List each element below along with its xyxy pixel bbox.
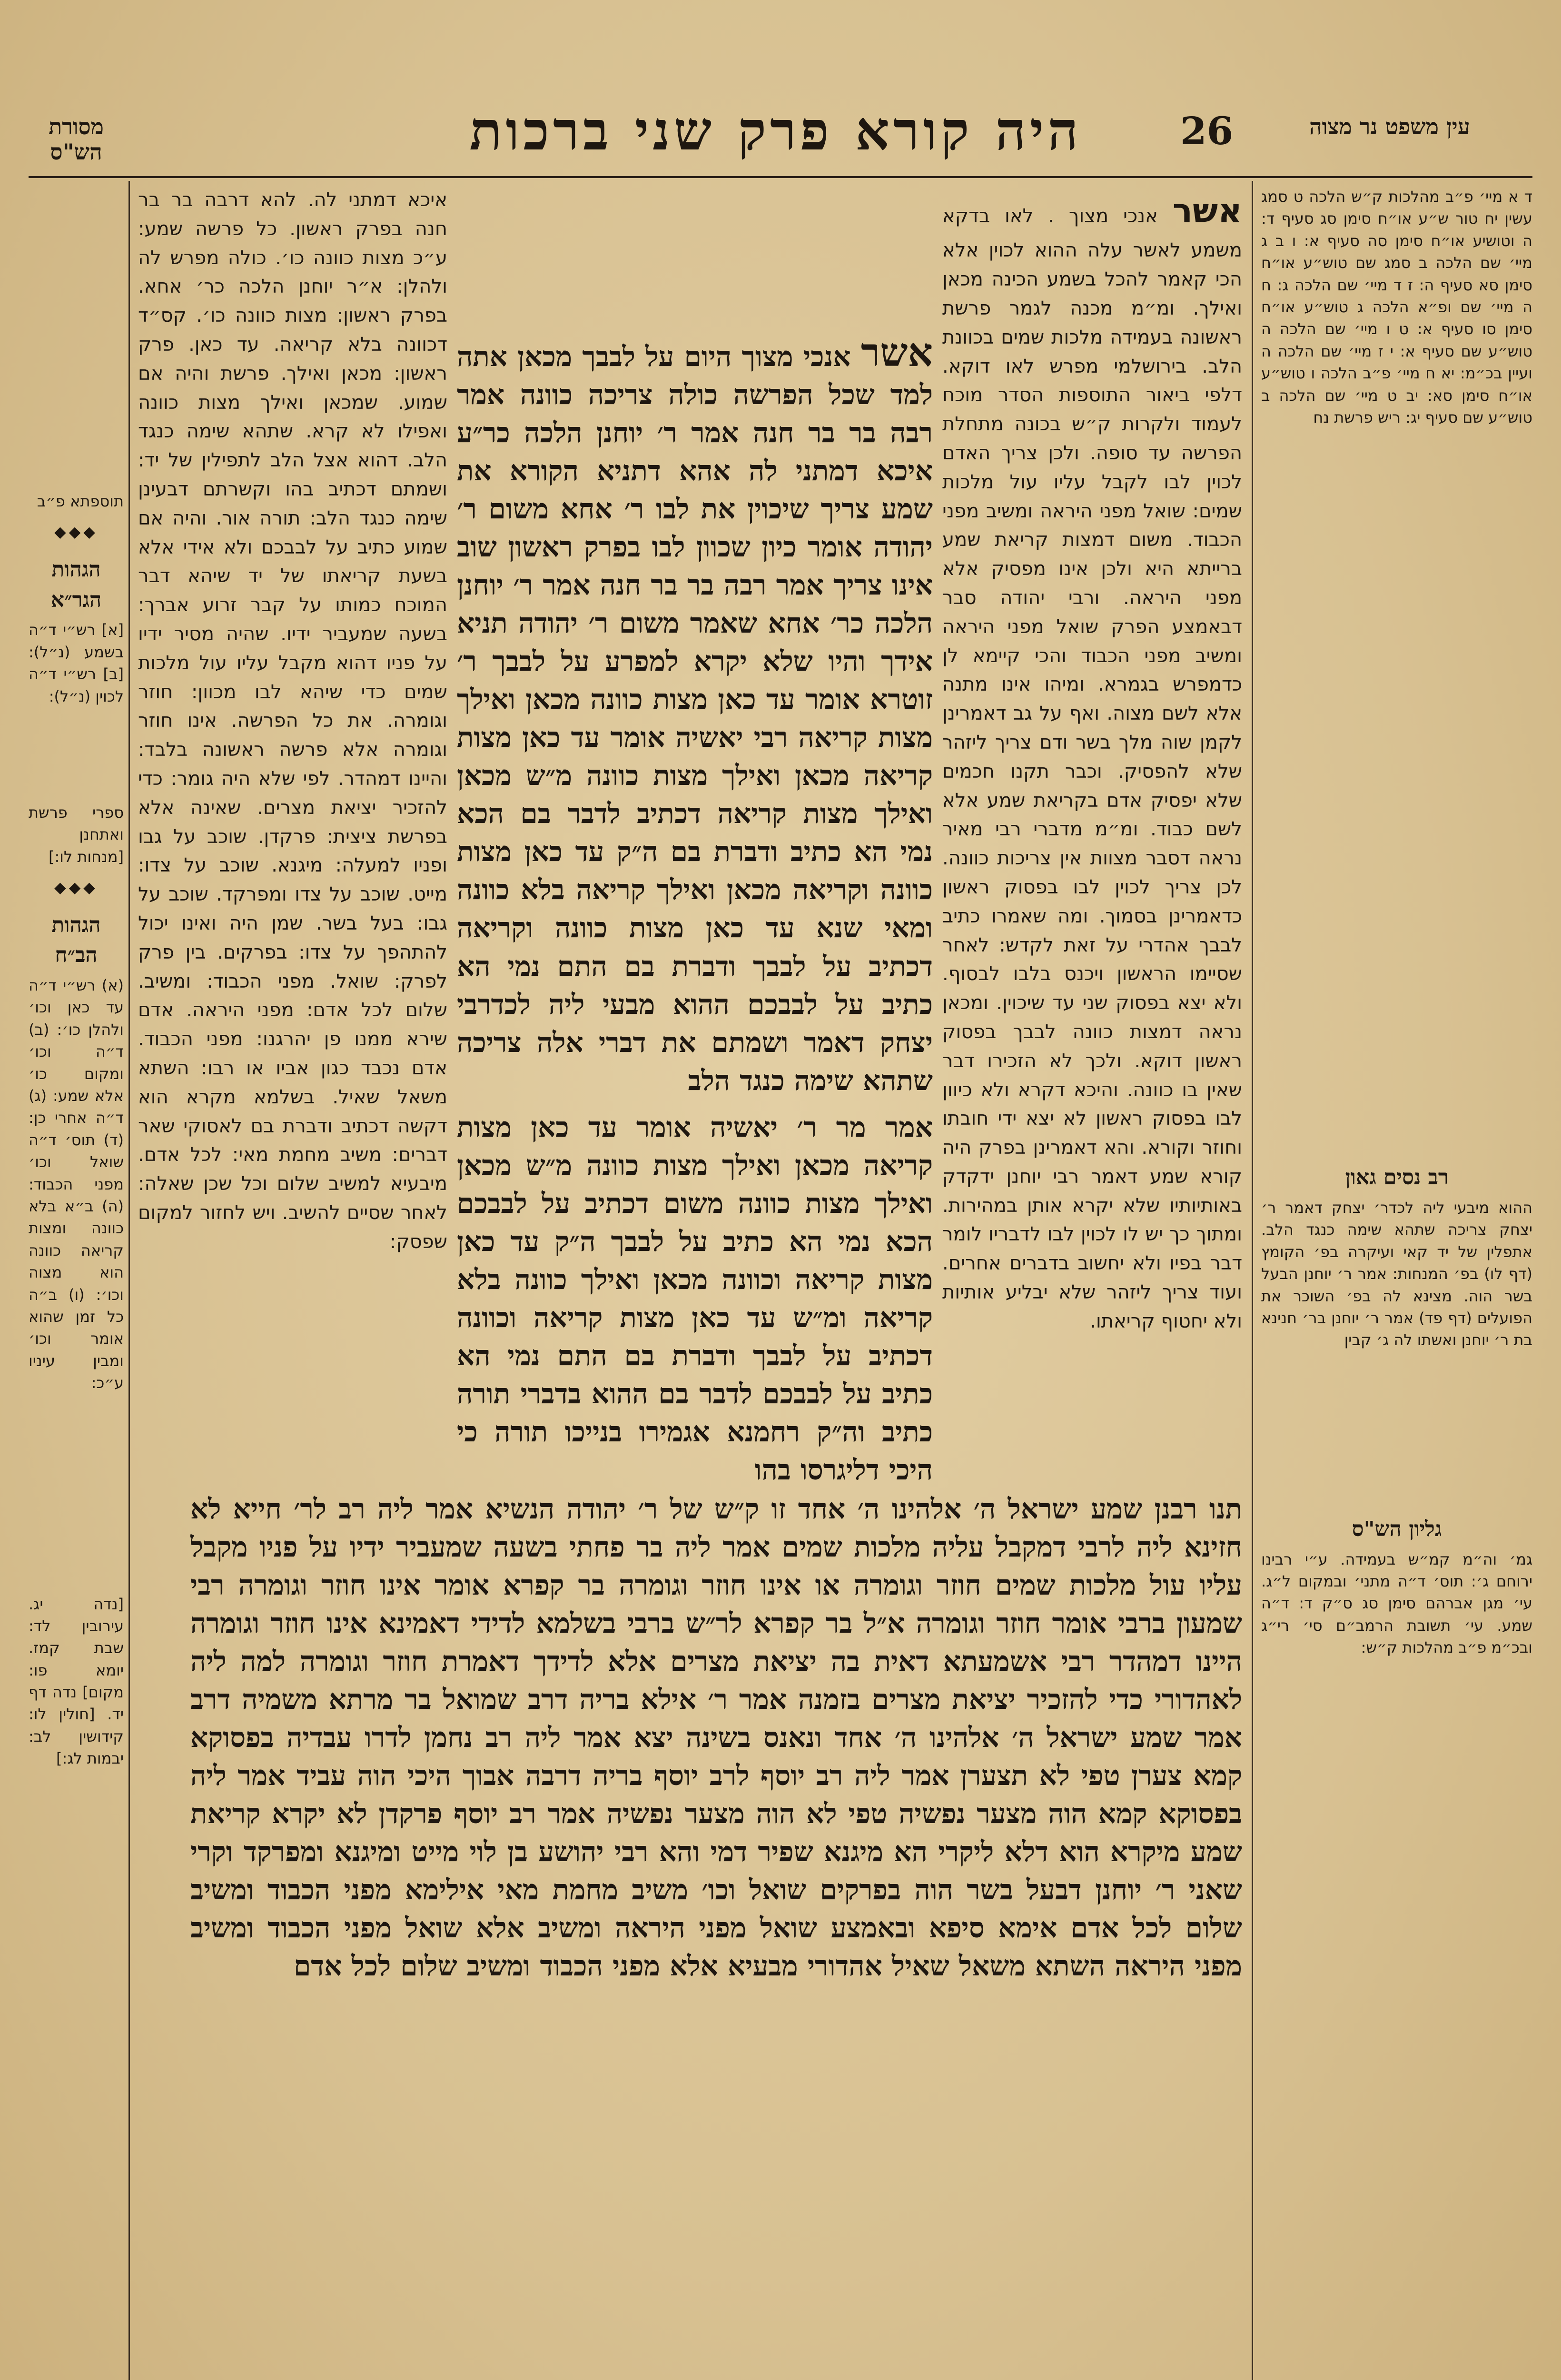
gemara-opening-word: אשר [861,333,933,376]
tosafot-text [942,186,1242,1336]
tosafot-body: אנכי מצוך . לאו בדקא משמע לאשר עלה ההוא לכוין אלא הכי קאמר להכל בשמע הכינה מכאן ואילך. ומ״מ מכנה לגמר פרשת ראשונה בעמידה מלכות שמים בכוונת הלב. בירושלמי מפרש לאו דוקא. דלפי ביאור התוספות הסדר מוכח לעמוד ולקרות ק״ש בכונה מתחלת הפרשה עד סופה. ולכן צריך האדם לכוין לבו לקבל עליו עול מלכות שמים: שואל מפני היראה ומשיב מפני הכבוד. משום דמצות קריאת שמע ברייתא היא ולכן אינו מפסיק אלא מפני היראה. ורבי יהודה סבר דבאמצע הפרק שואל מפני היראה ומשיב מפני הכבוד והכי קיימא לן כדמפרש בגמרא. ומיהו אינו מתנה אלא לשם מצוה. ואף על גב דאמרינן לקמן שוה מלך בשר ודם צריך ליזהר שלא להפסיק. וכבר תקנו חכמים שלא יפסיק אדם בקריאת שמע אלא לשם כבוד. ומ״מ מדברי רבי מאיר נראה דסבר מצוות אין צריכות כוונה. לכן צריך לכוין לבו בפסוק ראשון כדאמרינן בסמוך. ומה שאמרו כתיב לבבך אהדרי על זאת לקדש: לאחר שסיימו הראשון ויכנס בלבו לבסוף. ולא יצא בפסוק שני עד שיכוין. ומכאן נראה דמצות כוונה לבבך בפסוק ראשון דוקא. ולכך לא הזכירו דבר שאין בו כוונה. והיכא דקרא ולא כיוון לבו בפסוק ראשון לא יצא ידי חובתו וחוזר וקורא. והא דאמרינן בפרק היה קורא שמע דאמר רבי יוחנן ידקדק באותיותיו שלא יקרא אותן במהירות. ומתוך כך יש לו לכוין לבו לדבריו לומר דבר בפיו ולא יחשוב בדברים אחרים. ועוד צריך ליזהר שלא יבליע אותיות ולא יחטוף קריאתו. [942,205,1242,1332]
rashi-column [138,186,447,1480]
gemara-text-2: אמר מר ר׳ יאשיה אומר עד כאן מצות קריאה מכאן ואילך מצות כוונה מ״ש מכאן ואילך מצות כוונה משום דכתיב על לבבכם הכא נמי הא כתיב על לבבך ה״ק עד כאן מצות קריאה וכוונה מכאן ואילך כוונה בלא קריאה ומ״ש עד כאן מצות קריאה וכוונה דכתיב על לבבך ודברת בם התם נמי הא כתיב על לבבכם לדבר בם ההוא בדברי תורה כתיב וה״ק רחמנא אגמירו בנייכו תורה כי היכי דליגרסו בהו [457,1111,933,1485]
page-title: היה קורא פרק שני ברכות [469,100,1082,162]
ein-mishpat-header-label: עין משפט נר מצוה [1309,114,1470,139]
ornament-divider: ◆◆◆ [54,878,98,897]
gemara-column [457,333,933,1485]
gilyon-hashas-text: גמ׳ וה״מ קמ״ש בעמידה. ע״י רבינו ירוחם ג׳: תוס׳ ד״ה מתני׳ ובמקום ל״ג. עי׳ מגן אברהם סימן סג ס״ק ד: ד״ה שמע. עי׳ תשובת הרמב״ם סי׳ רי״ג ובכ״מ פ״ב מהלכות ק״ש: [1261,1550,1532,1657]
gemara-wide-section [190,1490,1242,2380]
tosafot-opening-word: אשר [1172,191,1242,230]
right-margin-divider [1252,181,1253,2380]
spacer [29,716,124,802]
masoret-entries: תוספתא פ״ב [37,492,124,510]
hagahot-gra-text: [א] רש״י ד״ה בשמע (נ״ל): [ב] רש״י ד״ה לכוין (נ״ל): [29,621,124,705]
hagahot-gra-heading: הגהות הגר״א [50,557,102,612]
tosafot-column [942,186,1242,1480]
page-number: 26 [1180,109,1234,153]
left-margin-divider [128,181,130,2380]
rashi-text: איכא דמתני לה. להא דרבה בר בר חנה בפרק ראשון. כל פרשה שמע: ע״כ מצות כוונה כו׳. כולה מפרש לה ולהלן: א״ר יוחנן הלכה כר׳ אחא. בפרק ראשון: מצות כוונה כו׳. קס״ד דכוונה בלא קריאה. עד כאן. פרק ראשון: מכאן ואילך. פרשת והיה אם שמוע. שמכאן ואילך מצות כוונה ואפילו לא קרא. שתהא שימה כנגד הלב. דהוא אצל הלב לתפילין של יד: ושמתם דכתיב בהו וקשרתם דבעינן שימה כנגד הלב: תורה אור. והיה אם שמוע כתיב על לבבכם ולא אידי אלא בשעת קריאתו של יד שיהא דבר המוכח כמותו על קבר זרוע אברך: בשעה שמעביר ידיו. שהיה מסיר ידיו על פניו דהוא מקבל עליו עול מלכות שמים כדי שיהא לבו מכוון: חוזר וגומרה. את כל הפרשה. אינו חוזר וגומרה אלא פרשה ראשונה בלבד: והיינו דמהדר. לפי שלא היה גומר: כדי להזכיר יציאת מצרים. שאינה אלא בפרשת ציצית: פרקדן. שוכב על גבו ופניו למעלה: מיגנא. שוכב על צדו: מייט. שוכב על צדו ומפרקד. שוכב על גבו: בעל בשר. שמן היה ואינו יכול להתהפך על צדו: בפרקים. בין פרק לפרק: שואל. מפני הכבוד: ומשיב. שלום לכל אדם: מפני היראה. אדם שירא ממנו פן יהרגנו: מפני הכבוד. אדם נכבד כגון אביו או רבו: השתא משאל שאיל. בשלמא מקרא הוא דקשה דכתיב ודברת בם לאסוקי שאר דברים: משיב מחמת מאי: לכל אדם. מיבעיא למשיב שלום וכל שכן שאלה: לאחר שסיים להשיב. ויש לחזור למקום שפסק: [138,189,447,1253]
hagahot-bach-heading: הגהות הב״ח [51,912,101,968]
ornament-divider: ◆◆◆ [54,523,98,541]
rav-nissim-text: ההוא מיבעי ליה לכדר׳ יצחק דאמר ר׳ יצחק צריכה שתהא שימה כנגד הלב. אתפלין של יד קאי ועיקרה בפ׳ הקומץ (דף לו) בפ׳ המנחות: אמר ר׳ יוחנן הבעל בשר הוה. מצינא לה בפ׳ השוכר את הפועלים (דף פד) אמר ר׳ יוחנן בר׳ חנינא בת ר׳ יוחנן ואשתו לה ג׳ קבין [1261,1199,1532,1349]
gilyon-hashas-heading: גליון הש"ס [1352,1517,1442,1541]
gemara-body-1: אנכי מצוך היום על לבבך מכאן אתה למד שכל הפרשה כולה צריכה כוונה אמר רבה בר בר חנה אמר ר׳ יוחנן הלכה כר״ע איכא דמתני לה אהא דתניא הקורא את שמע צריך שיכוין את לבו ר׳ אחא משום ר׳ יהודה אומר כיון שכוון לבו בפרק ראשון שוב אינו צריך אמר רבה בר בר חנה אמר ר׳ יוחנן הלכה כר׳ אחא שאמר משום ר׳ יהודה תניא אידך והיו שלא יקרא למפרע על לבבך ר׳ זוטרא אומר עד כאן מצות כוונה מכאן ואילך מצות קריאה רבי יאשיה אומר עד כאן מצות קריאה מכאן ואילך מצות כוונה מ״ש מכאן ואילך מצות קריאה דכתיב לדבר בם הכא נמי הא כתיב ודברת בם ה״ק עד כאן מצות כוונה וקריאה מכאן ואילך קריאה בלא כוונה ומאי שנא עד כאן מצות כוונה וקריאה דכתיב על לבבך ודברת בם התם נמי הא כתיב על לבבכם ההוא מבעי ליה לכדרבי יצחק דאמר ושמתם את דברי אלה צריכה שתהא שימה כנגד הלב [457,340,933,1097]
ein-mishpat-entries: ד א מיי׳ פ״ב מהלכות ק״ש הלכה ט סמג עשין יח טור ש״ע או״ח סימן סג סעיף ד: ה וטושיע או״ח סימן סה סעיף א: ו ב ג מיי׳ שם הלכה ב סמג שם טוש״ע או״ח סימן סא סעיף ה: ז ד מיי׳ שם הלכה ג: ח ה מיי׳ שם ופ״א הלכה ג טוש״ע או״ח סימן סו סעיף א: ט ו מיי׳ שם הלכה ה טוש״ע שם סעיף א: י ז מיי׳ שם הלכה ה ועיין בכ״מ: יא ח מיי׳ פ״ב הלכה ו טוש״ע או״ח סימן סא: יב ט מיי׳ שם הלכה ב טוש״ע שם סעיף יג: ריש פרשת נח [1261,188,1532,426]
masoret-bottom-references: [נדה יג. עירובין לד: שבת קמז. יומא פו: מקום] נדה דף יד. [חולין לו: קידושין לב: יבמות לג:] [29,1595,124,1768]
spacer [1261,437,1532,1151]
rav-nissim-heading: רב נסים גאון [1345,1165,1449,1190]
gemara-text-1 [457,333,933,1100]
sifrei-reference: ספרי פרשת ואתחנן [מנחות לו:] [29,803,124,866]
hagahot-bach-text: (א) רש״י ד״ה עד כאן וכו׳ ולהלן כו׳: (ב) ד״ה וכו׳ ומקום כו׳ אלא שמע: (ג) ד״ה אחרי כן: (ד) תוס׳ ד״ה שואל וכו׳ מפני הכבוד: (ה) ב״א בלא כוונה ומצות קריאה כוונה הוא מצוה וכו׳: (ו) ב״ה כל זמן שהוא אומר וכו׳ ומבין עיניו ע״כ: [29,976,124,1392]
masoret-hashas-column [29,186,124,2375]
header-rule [29,176,1532,178]
masoret-header-label: מסורת הש"ס [49,114,104,165]
spacer [1261,1360,1532,1503]
ein-mishpat-column [1261,186,1532,2375]
spacer [29,186,124,490]
spacer [29,1403,124,1593]
gemara-wide-text: תנו רבנן שמע ישראל ה׳ אלהינו ה׳ אחד זו ק״ש של ר׳ יהודה הנשיא אמר ליה רב לר׳ חייא לא חזינא ליה לרבי דמקבל עליה מלכות שמים אמר ליה בר פחתי בשעה שמעביר ידיו על פניו מקבל עליו עול מלכות שמים חוזר וגומרה או אינו חוזר וגומרה בר קפרא אומר אינו חוזר וגומרה רבי שמעון ברבי אומר חוזר וגומרה א״ל בר קפרא לר״ש ברבי בשלמא לדידי דאמינא אינו חוזר וגומרה היינו דמהדר רבי אשמעתא דאית בה יציאת מצרים אלא לדידך דאמרת חוזר וגומרה למה ליה לאהדורי כדי להזכיר יציאת מצרים בזמנה אמר ר׳ אילא בריה דרב שמואל בר מרתא משמיה דרב אמר שמע ישראל ה׳ אלהינו ה׳ אחד ונאנס בשינה יצא אמר ליה רב נחמן לדרו עבדיה בפסוקא קמא צערן טפי לא תצערן אמר ליה רב יוסף לרב יוסף בריה דרבה אבוך היכי הוה עביד אמר ליה בפסוקא קמא הוה מצער נפשיה טפי לא הוה מצער נפשיה אמר רב יוסף פרקדן לא יקרא קריאת שמע מיקרא הוא דלא ליקרי הא מיגנא שפיר דמי והא רבי יהושע בן לוי מייט ומיגנא ומפרקד וקרי שאני ר׳ יוחנן דבעל בשר הוה בפרקים שואל וכו׳ משיב מחמת מאי אילימא מפני הכבוד ומשיב שלום לכל אדם אימא סיפא ובאמצע שואל מפני היראה ומשיב אלא שואל מפני הכבוד ומשיב מפני היראה השתא משאל שאיל אהדורי מבעיא אלא מפני הכבוד ומשיב שלום לכל אדם [190,1493,1242,1983]
